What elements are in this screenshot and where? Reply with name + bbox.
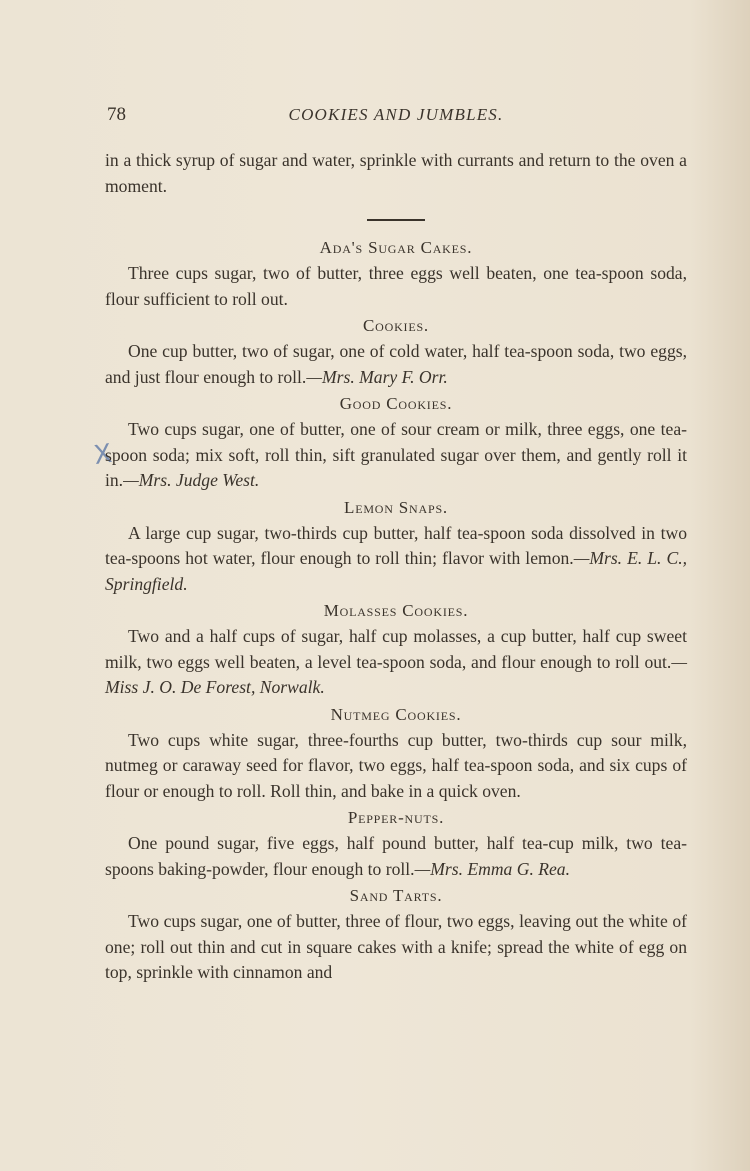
page-number: 78: [107, 104, 126, 125]
recipe-text: Two cups sugar, one of butter, one of sour cream or milk, three eggs, one tea-spoon soda; mix soft, roll thin, sift granulated sugar over them, and gently roll it in.—Mrs. Judge West.: [105, 419, 687, 490]
recipe-title: Ada's Sugar Cakes.: [319, 238, 473, 257]
page-header: [105, 104, 687, 130]
recipe-title: Sand Tarts.: [349, 886, 443, 905]
continued-paragraph: in a thick syrup of sugar and water, sprinkle with currants and return to the oven a moment.: [105, 150, 687, 196]
recipe-title: Good Cookies.: [339, 394, 453, 413]
recipe-attribution: —Miss J. O. De Forest, Norwalk.: [105, 651, 687, 697]
running-head: COOKIES AND JUMBLES.: [288, 105, 504, 124]
recipe-text: One pound sugar, five eggs, half pound butter, half tea-cup milk, two tea-spoons baking-powder, flour enough to roll.—Mrs. Emma G. Rea.: [105, 833, 687, 879]
recipe-title: Molasses Cookies.: [323, 601, 469, 620]
recipe-text: Two and a half cups of sugar, half cup molasses, a cup butter, half cup sweet milk, two eggs well beaten, a level tea-spoon soda, and flour enough to roll out.—Miss J. O. De Forest, Norwalk.: [105, 626, 687, 697]
recipe-attribution: —Mrs. E. L. C., Springfield.: [105, 548, 687, 594]
recipe-text: A large cup sugar, two-thirds cup butter, half tea-spoon soda dissolved in two tea-spoons hot water, flour enough to roll thin; flavor with lemon.—Mrs. E. L. C., Springfield.: [105, 522, 687, 594]
pencil-margin-mark: X: [91, 438, 114, 472]
recipe-text: Two cups sugar, one of butter, three of flour, two eggs, leaving out the white of one; roll out thin and cut in square cakes with a knife; spread the white of egg on top, sprinkle with cinnamon and: [105, 911, 687, 982]
recipe-text: Three cups sugar, two of butter, three eggs well beaten, one tea-spoon soda, flour sufficient to roll out.: [105, 263, 687, 309]
recipe-attribution: —Mrs. Emma G. Rea.: [414, 858, 570, 879]
recipe-title: Pepper-nuts.: [347, 808, 445, 827]
recipe-attribution: —Mrs. Judge West.: [123, 470, 260, 490]
recipe-text: One cup butter, two of sugar, one of cold water, half tea-spoon soda, two eggs, and just flour enough to roll.—Mrs. Mary F. Orr.: [105, 341, 687, 387]
recipe-title: Cookies.: [363, 316, 429, 335]
recipe-title: Nutmeg Cookies.: [330, 704, 462, 724]
section-divider: [105, 199, 687, 225]
recipe-attribution: —Mrs. Mary F. Orr.: [306, 366, 448, 387]
recipe-text: Two cups white sugar, three-fourths cup butter, two-thirds cup sour milk, nutmeg or caraway seed for flavor, two eggs, half tea-spoon soda, and six cups of flour or enough to roll. Roll thin, and bake in a quick oven.: [105, 729, 687, 801]
recipe-title: Lemon Snaps.: [344, 497, 448, 517]
page-content: [105, 148, 687, 986]
